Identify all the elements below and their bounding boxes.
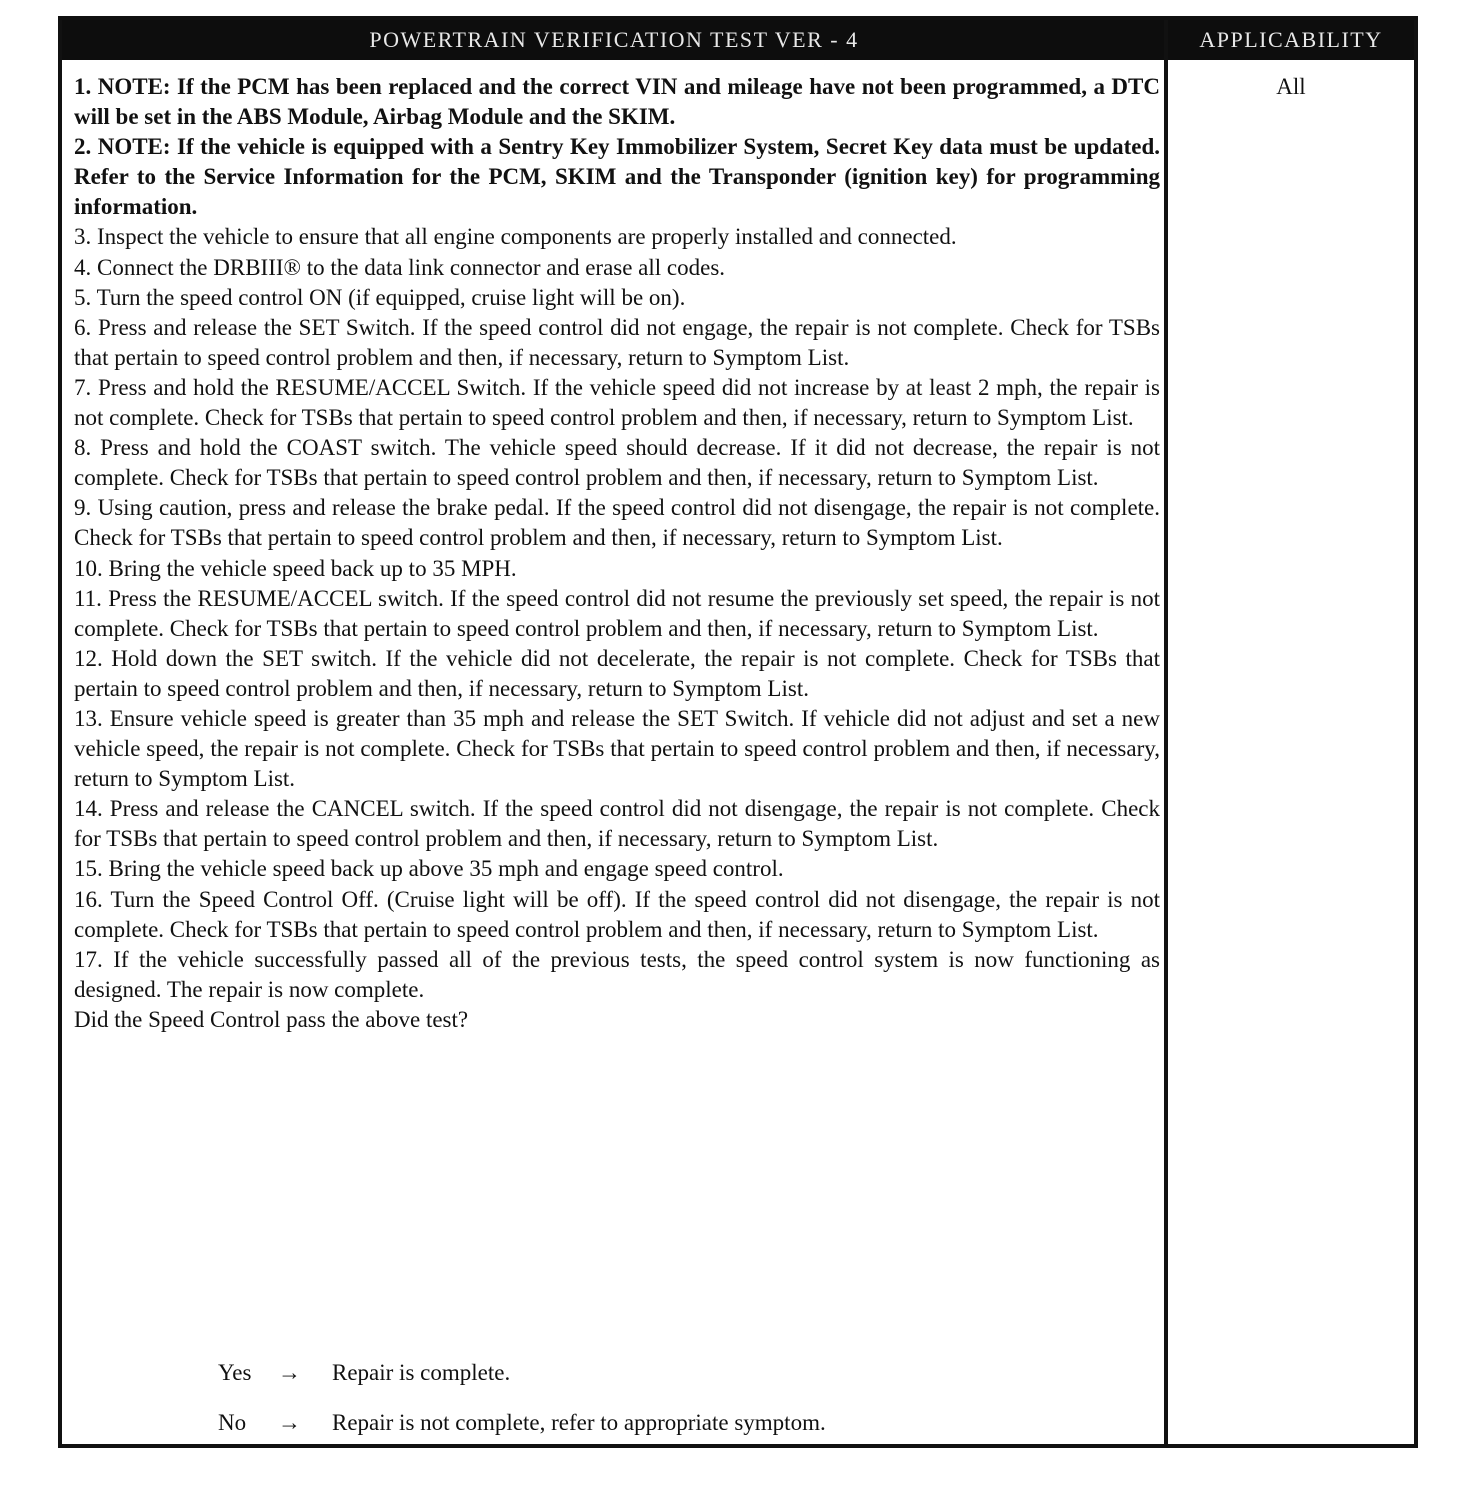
column-divider bbox=[1164, 20, 1168, 1444]
step-5: 5. Turn the speed control ON (if equipped, cruise light will be on). bbox=[74, 284, 686, 310]
step-1-note: 1. NOTE: If the PCM has been replaced and the correct VIN and mileage have not been programmed, a DTC will be set in the ABS Module, Airbag Module and the SKIM. bbox=[74, 74, 1160, 130]
applicability-title: APPLICABILITY bbox=[1199, 27, 1383, 52]
step-3: 3. Inspect the vehicle to ensure that all engine components are properly installed and connected. bbox=[74, 224, 957, 250]
step-13: 13. Ensure vehicle speed is greater than 35 mph and release the SET Switch. If vehicle did not adjust and set a new vehicle speed, the repair is not complete. Check for TSBs that pertain to speed control problem and then, if necessary, return to Symptom List. bbox=[74, 705, 1160, 792]
step-14: 14. Press and release the CANCEL switch. If the speed control did not disengage, the repair is not complete. Check for TSBs that pertain to speed control problem and then, if necessary, return to Symptom List. bbox=[74, 796, 1160, 852]
step-6: 6. Press and release the SET Switch. If the speed control did not engage, the repair is not complete. Check for TSBs that pertain to speed control problem and then, if necessary, return to Symptom List. bbox=[74, 314, 1160, 370]
answer-no bbox=[218, 1408, 826, 1438]
step-7: 7. Press and hold the RESUME/ACCEL Switch. If the vehicle speed did not increase by at least 2 mph, the repair is not complete. Check for TSBs that pertain to speed control problem and then, if necessary, return to Symptom List. bbox=[74, 374, 1160, 431]
step-2-note: 2. NOTE: If the vehicle is equipped with a Sentry Key Immobilizer System, Secret Key data must be updated. Refer to the Service Information for the PCM, SKIM and the Transponder (ignition key) for programming information. bbox=[74, 134, 1160, 220]
answer-no-label: No bbox=[218, 1410, 247, 1435]
procedure-steps bbox=[74, 72, 1160, 1035]
arrow-right-icon: → bbox=[278, 1360, 301, 1385]
applicability-value: All bbox=[1276, 74, 1306, 99]
step-10: 10. Bring the vehicle speed back up to 35 MPH. bbox=[74, 555, 517, 581]
step-17: 17. If the vehicle successfully passed all of the previous tests, the speed control system is now functioning as designed. The repair is now complete. bbox=[74, 946, 1160, 1002]
verification-test-table bbox=[58, 16, 1418, 1448]
step-11: 11. Press the RESUME/ACCEL switch. If the speed control did not resume the previously set speed, the repair is not complete. Check for TSBs that pertain to speed control problem and then, if necessary, return to Symptom List. bbox=[74, 585, 1160, 641]
answer-yes bbox=[218, 1358, 510, 1388]
answer-yes-label: Yes bbox=[218, 1360, 252, 1385]
step-16: 16. Turn the Speed Control Off. (Cruise light will be off). If the speed control did not disengage, the repair is not complete. Check for TSBs that pertain to speed control problem and then, if necessary, return to Symptom List. bbox=[74, 886, 1160, 942]
procedure-title: POWERTRAIN VERIFICATION TEST VER - 4 bbox=[369, 27, 859, 52]
step-4: 4. Connect the DRBIII® to the data link connector and erase all codes. bbox=[74, 254, 726, 280]
step-8: 8. Press and hold the COAST switch. The vehicle speed should decrease. If it did not decrease, the repair is not complete. Check for TSBs that pertain to speed control problem and then, if necessary, return to Symptom List. bbox=[74, 435, 1160, 491]
step-9: 9. Using caution, press and release the brake pedal. If the speed control did not disengage, the repair is not complete. Check for TSBs that pertain to speed control problem and then, if necessary, return to Symptom List. bbox=[74, 495, 1160, 551]
step-15: 15. Bring the vehicle speed back up above 35 mph and engage speed control. bbox=[74, 856, 784, 882]
step-12: 12. Hold down the SET switch. If the vehicle did not decelerate, the repair is not complete. Check for TSBs that pertain to speed control problem and then, if necessary, return to Symptom List. bbox=[74, 645, 1160, 701]
table-header bbox=[62, 20, 1414, 60]
answer-no-result: Repair is not complete, refer to appropriate symptom. bbox=[332, 1410, 826, 1435]
answer-yes-result: Repair is complete. bbox=[332, 1360, 511, 1385]
test-question: Did the Speed Control pass the above test? bbox=[74, 1006, 469, 1032]
arrow-right-icon: → bbox=[278, 1410, 301, 1435]
